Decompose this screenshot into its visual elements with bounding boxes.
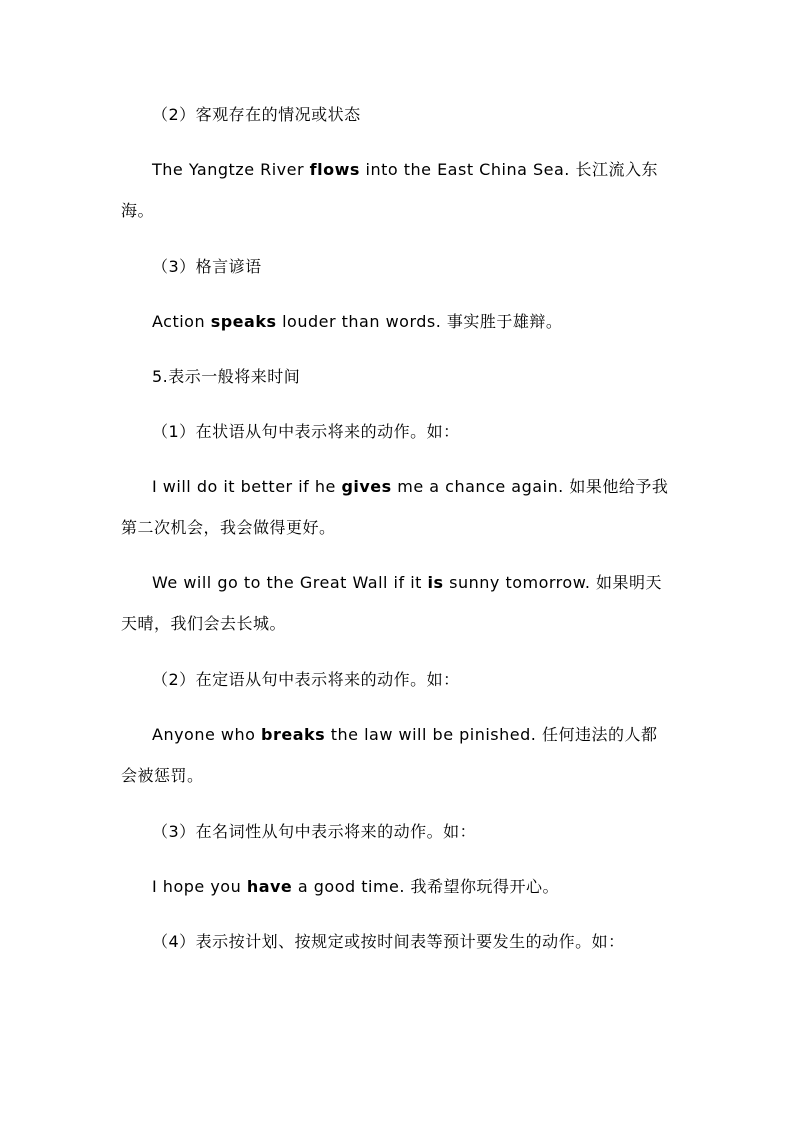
highlighted-verb: is xyxy=(427,573,444,592)
paragraph-example xyxy=(121,714,672,796)
paragraph-text: 5.表示一般将来时间 xyxy=(152,367,301,386)
paragraph-text: into the East China Sea. 长江流入东海。 xyxy=(121,160,658,220)
paragraph-text: the law will be pinished. 任何违法的人都会被惩罚。 xyxy=(121,725,658,785)
highlighted-verb: speaks xyxy=(210,312,277,331)
highlighted-verb: gives xyxy=(341,477,392,496)
paragraph-text: （2）在定语从句中表示将来的动作。如： xyxy=(152,670,460,689)
paragraph-text: me a chance again. 如果他给予我第二次机会，我会做得更好。 xyxy=(121,477,669,537)
paragraph-heading xyxy=(121,94,672,135)
paragraph-heading xyxy=(121,356,672,397)
paragraph-text: The Yangtze River xyxy=(152,160,310,179)
paragraph-example xyxy=(121,149,672,231)
paragraph-text: Action xyxy=(152,312,211,331)
paragraph-text: （2）客观存在的情况或状态 xyxy=(152,105,361,124)
paragraph-heading xyxy=(121,411,672,452)
paragraph-text: sunny tomorrow. 如果明天天晴，我们会去长城。 xyxy=(121,573,662,633)
paragraph-heading xyxy=(121,659,672,700)
paragraph-text: （3）在名词性从句中表示将来的动作。如： xyxy=(152,822,477,841)
paragraph-example xyxy=(121,866,672,907)
highlighted-verb: flows xyxy=(309,160,360,179)
paragraph-heading xyxy=(121,921,672,962)
paragraph-text: Anyone who xyxy=(152,725,262,744)
paragraph-text: I will do it better if he xyxy=(152,477,342,496)
paragraph-text: louder than words. 事实胜于雄辩。 xyxy=(276,312,563,331)
paragraph-text: a good time. 我希望你玩得开心。 xyxy=(292,877,560,896)
paragraph-text: （4）表示按计划、按规定或按时间表等预计要发生的动作。如： xyxy=(152,932,625,951)
paragraph-heading xyxy=(121,811,672,852)
highlighted-verb: breaks xyxy=(261,725,326,744)
paragraph-heading xyxy=(121,246,672,287)
paragraph-text: I hope you xyxy=(152,877,247,896)
paragraph-example xyxy=(121,301,672,342)
paragraph-text: We will go to the Great Wall if it xyxy=(152,573,428,592)
paragraph-text: （1）在状语从句中表示将来的动作。如： xyxy=(152,422,460,441)
highlighted-verb: have xyxy=(246,877,293,896)
paragraph-example xyxy=(121,562,672,644)
paragraph-text: （3）格言谚语 xyxy=(152,257,262,276)
paragraph-example xyxy=(121,466,672,548)
